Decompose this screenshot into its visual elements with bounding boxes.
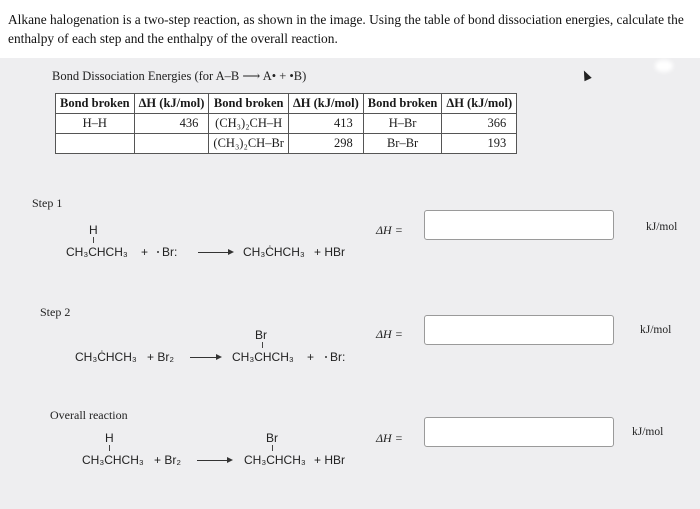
table-cell: 413 — [288, 114, 363, 134]
overall-reactant: CH₃CHCH₃ — [82, 453, 144, 467]
overall-reactant-br2: + Br₂ — [154, 453, 181, 467]
radical-dot-icon — [325, 356, 327, 358]
step1-substituent-h: H — [89, 223, 98, 237]
table-header: ΔH (kJ/mol) — [134, 94, 209, 114]
table-cell: 436 — [134, 114, 209, 134]
step1-unit: kJ/mol — [646, 221, 678, 233]
overall-arrow-icon — [197, 460, 231, 461]
step1-product-radical: CH₃ĊHCH₃ — [243, 245, 305, 259]
step1-arrow-icon — [198, 252, 232, 253]
table-cell: (CH₃)₂CH–Br — [209, 134, 289, 154]
step2-answer-input[interactable] — [424, 315, 614, 345]
step2-bromine-radical: Br: — [330, 350, 346, 364]
step2-product: CH₃CHCH₃ — [232, 350, 294, 364]
step2-label: Step 2 — [40, 305, 71, 319]
step2-reactant-radical: CH₃ĊHCH₃ — [75, 350, 137, 364]
overall-product: CH₃CHCH₃ — [244, 453, 306, 467]
glare-icon — [655, 60, 673, 72]
step1-bond-line — [93, 237, 94, 243]
table-cell: 366 — [442, 114, 517, 134]
overall-substituent-h: H — [105, 431, 114, 445]
overall-answer-input[interactable] — [424, 417, 614, 447]
step1-delta-h-label: ΔH = — [376, 223, 403, 237]
overall-bond-line-left — [109, 445, 110, 451]
table-header: Bond broken — [363, 94, 442, 114]
table-cell: 298 — [288, 134, 363, 154]
step2-reactant-br2: + Br₂ — [147, 350, 174, 364]
table-cell: (CH₃)₂CH–H — [209, 114, 289, 134]
table-caption: Bond Dissociation Energies (for A–B ⟶ A• + •B) — [52, 69, 307, 83]
overall-bond-line-right — [272, 445, 273, 451]
overall-substituent-br: Br — [266, 431, 278, 445]
overall-unit: kJ/mol — [632, 426, 664, 438]
step2-substituent-br: Br — [255, 328, 267, 342]
radical-dot-icon — [157, 251, 159, 253]
step1-reactant: CH₃CHCH₃ — [66, 245, 128, 259]
step1-plus: + — [141, 245, 149, 259]
overall-product-hbr: + HBr — [314, 453, 346, 467]
step1-answer-input[interactable] — [424, 210, 614, 240]
step2-bond-line — [262, 342, 263, 348]
step1-product-hbr: + HBr — [314, 245, 346, 259]
table-row — [56, 134, 517, 154]
table-row — [56, 114, 517, 134]
table-header: ΔH (kJ/mol) — [288, 94, 363, 114]
table-cell — [134, 134, 209, 154]
question-prompt: Alkane halogenation is a two-step reaction, as shown in the image. Using the table of bond dissociation energies, calculate the enthalpy of each step and the enthalpy of the overall reaction. — [8, 12, 684, 46]
step2-unit: kJ/mol — [640, 324, 672, 336]
table-cell: H–Br — [363, 114, 442, 134]
bond-dissociation-table — [55, 93, 517, 154]
table-cell: Br–Br — [363, 134, 442, 154]
table-header: Bond broken — [56, 94, 135, 114]
step2-delta-h-label: ΔH = — [376, 327, 403, 341]
step2-arrow-icon — [190, 357, 220, 358]
step1-bromine-radical: Br: — [162, 245, 178, 259]
table-cell — [56, 134, 135, 154]
table-cell: 193 — [442, 134, 517, 154]
table-header-row — [56, 94, 517, 114]
overall-label: Overall reaction — [50, 408, 128, 422]
step1-label: Step 1 — [32, 196, 63, 210]
overall-delta-h-label: ΔH = — [376, 431, 403, 445]
table-header: Bond broken — [209, 94, 289, 114]
table-cell: H–H — [56, 114, 135, 134]
table-header: ΔH (kJ/mol) — [442, 94, 517, 114]
step2-plus: + — [307, 350, 315, 364]
